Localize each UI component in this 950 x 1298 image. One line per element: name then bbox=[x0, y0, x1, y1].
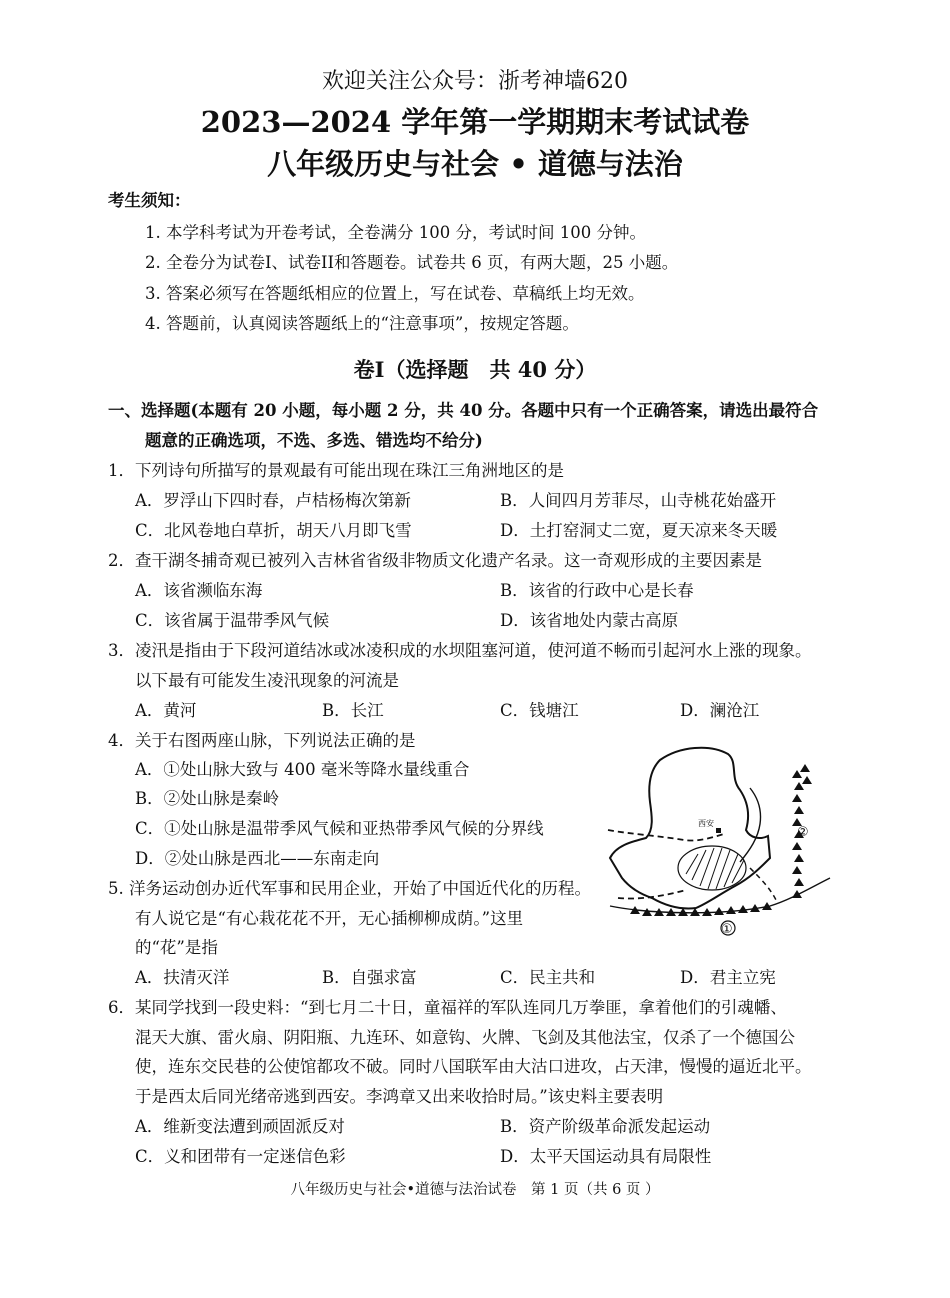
q3-option-a: A．黄河 bbox=[135, 701, 197, 720]
instruction-item-1: 1. 本学科考试为开卷考试，全卷满分 100 分，考试时间 100 分钟。 bbox=[145, 223, 646, 242]
q2-option-a: A．该省濒临东海 bbox=[135, 581, 263, 600]
wechat-notice: 欢迎关注公众号：浙考神墙620 bbox=[322, 69, 628, 94]
label-1: ① bbox=[721, 922, 733, 937]
q3-option-d: D．澜沧江 bbox=[680, 701, 760, 720]
page-footer: 八年级历史与社会•道德与法治试卷 第 1 页（共 6 页 ） bbox=[290, 1182, 660, 1198]
q5-option-a: A．扶清灭洋 bbox=[135, 968, 230, 987]
dashed-border bbox=[608, 830, 724, 841]
river-line bbox=[740, 788, 761, 862]
q6-stem-cont-2: 使，连东交民巷的公使馆都攻不破。同时八国联军由大沽口进攻，占天津，慢慢的逼近北平。 bbox=[135, 1057, 812, 1076]
q3-option-b: B．长江 bbox=[322, 701, 384, 720]
dashed-border-2 bbox=[618, 890, 686, 899]
q5-stem-cont-2: 的“花”是指 bbox=[135, 938, 218, 957]
q1-option-d: D．土打窑洞丈二宽，夏天凉来冬天暖 bbox=[500, 521, 778, 540]
q5-option-c: C．民主共和 bbox=[500, 968, 596, 987]
instruction-item-2: 2. 全卷分为试卷I、试卷II和答题卷。试卷共 6 页，有两大题，25 小题。 bbox=[145, 253, 679, 272]
city-marker bbox=[716, 828, 721, 833]
basin-hatch bbox=[678, 846, 746, 890]
q6-stem-cont: 混天大旗、雷火扇、阴阳瓶、九连环、如意钩、火牌、飞剑及其他法宝，仅杀了一个德国公 bbox=[135, 1028, 795, 1047]
instruction-item-3: 3. 答案必须写在答题纸相应的位置上，写在试卷、草稿纸上均无效。 bbox=[145, 284, 645, 303]
q2-stem: 2．查干湖冬捕奇观已被列入吉林省省级非物质文化遗产名录。这一奇观形成的主要因素是 bbox=[108, 551, 762, 570]
q1-stem: 1．下列诗句所描写的景观最有可能出现在珠江三角洲地区的是 bbox=[108, 461, 564, 480]
q2-option-b: B．该省的行政中心是长春 bbox=[500, 581, 694, 600]
exam-title: 2023—2024 学年第一学期期末考试试卷 bbox=[200, 105, 750, 139]
q3-stem-cont: 以下最有可能发生凌汛现象的河流是 bbox=[135, 671, 399, 690]
q5-option-d: D．君主立宪 bbox=[680, 968, 776, 987]
instruction-item-4: 4. 答题前，认真阅读答题纸上的“注意事项”，按规定答题。 bbox=[145, 314, 579, 333]
q3-option-c: C．钱塘江 bbox=[500, 701, 579, 720]
part-one-heading-cont: 题意的正确选项，不选、多选、错选均不给分) bbox=[145, 431, 483, 450]
q6-option-c: C．义和团带有一定迷信色彩 bbox=[135, 1147, 346, 1166]
city-label: 西安 bbox=[698, 819, 714, 828]
q2-option-d: D．该省地处内蒙古高原 bbox=[500, 611, 679, 630]
exam-subject: 八年级历史与社会 • 道德与法治 bbox=[267, 147, 683, 181]
q1-option-b: B．人间四月芳菲尽，山寺桃花始盛开 bbox=[500, 491, 777, 510]
section-title: 卷I（选择题 共 40 分） bbox=[353, 357, 597, 382]
q5-option-b: B．自强求富 bbox=[322, 968, 417, 987]
q6-option-a: A．维新变法遭到顽固派反对 bbox=[135, 1117, 345, 1136]
q5-stem: 5. 洋务运动创办近代军事和民用企业，开始了中国近代化的历程。 bbox=[108, 879, 591, 898]
q4-stem: 4．关于右图两座山脉，下列说法正确的是 bbox=[108, 731, 416, 750]
q1-option-c: C．北风卷地白草折，胡天八月即飞雪 bbox=[135, 521, 412, 540]
q6-option-b: B．资产阶级革命派发起运动 bbox=[500, 1117, 711, 1136]
mountain-map-figure bbox=[600, 738, 832, 938]
q1-option-a: A．罗浮山下四时春，卢桔杨梅次第新 bbox=[135, 491, 411, 510]
q4-option-d: D．②处山脉是西北——东南走向 bbox=[135, 849, 380, 868]
q3-stem: 3．凌汛是指由于下段河道结冰或冰凌积成的水坝阻塞河道，使河道不畅而引起河水上涨的现象。 bbox=[108, 641, 812, 660]
q6-stem-cont-3: 于是西太后同光绪帝逃到西安。李鸿章又出来收拾时局。”该史料主要表明 bbox=[135, 1087, 664, 1106]
q6-option-d: D．太平天国运动具有局限性 bbox=[500, 1147, 712, 1166]
q2-option-c: C．该省属于温带季风气候 bbox=[135, 611, 330, 630]
instructions-heading: 考生须知： bbox=[108, 191, 191, 210]
part-one-heading: 一、选择题(本题有 20 小题，每小题 2 分，共 40 分。各题中只有一个正确答案，请选出最符合 bbox=[108, 401, 819, 420]
q5-stem-cont: 有人说它是“有心栽花花不开，无心插柳柳成荫。”这里 bbox=[135, 909, 524, 928]
q6-stem: 6．某同学找到一段史料：“到七月二十日，童福祥的军队连同几万拳匪，拿着他们的引魂幡、 bbox=[108, 998, 787, 1017]
q4-option-c: C．①处山脉是温带季风气候和亚热带季风气候的分界线 bbox=[135, 819, 544, 838]
label-2: ② bbox=[797, 825, 809, 840]
q4-option-b: B．②处山脉是秦岭 bbox=[135, 789, 280, 808]
q4-option-a: A．①处山脉大致与 400 毫米等降水量线重合 bbox=[135, 760, 470, 779]
